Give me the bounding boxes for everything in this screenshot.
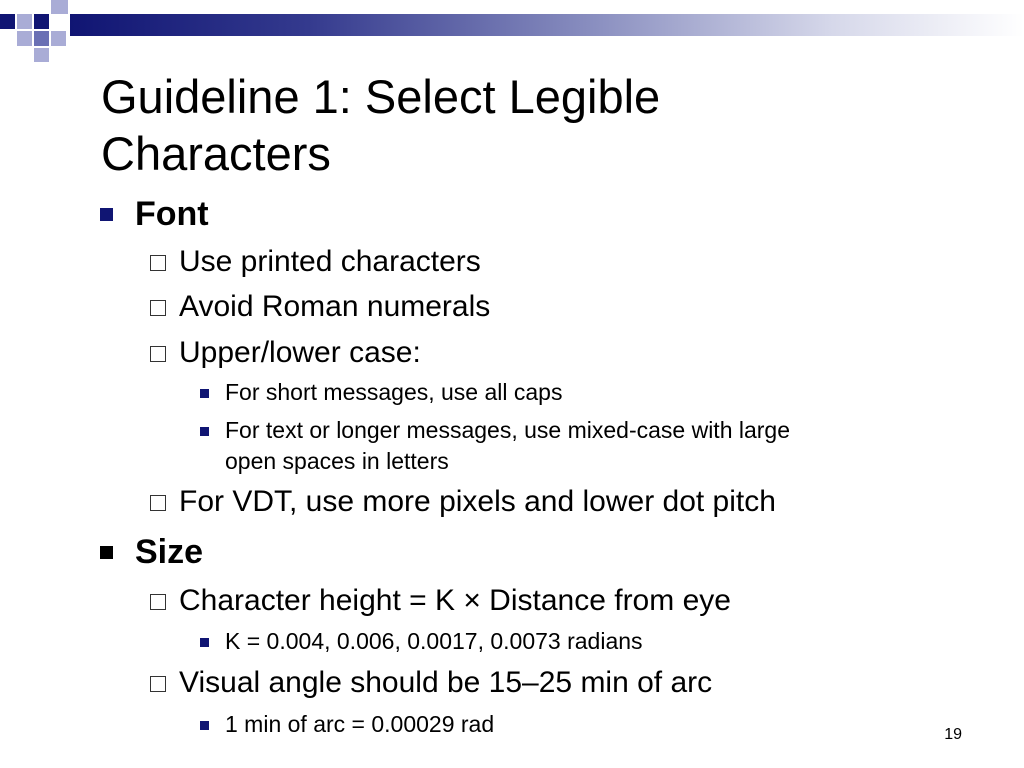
square-bullet-icon [200,638,209,647]
bullet-size [100,532,203,572]
hollow-square-bullet-icon [150,300,166,316]
hollow-square-bullet-icon [150,495,166,511]
square-bullet-icon [200,389,209,398]
bullet-font [100,194,209,234]
sub-bullet-text: K = 0.004, 0.006, 0.0017, 0.0073 radians [225,628,643,654]
slide-title-line-2: Characters [101,127,331,180]
sub-bullet-k-values [200,626,643,657]
square-bullet-icon [200,721,209,730]
slide-title-line-1: Guideline 1: Select Legible [101,70,661,123]
bullet-avoid-roman [150,289,490,325]
bullet-text: Use printed characters [179,245,481,278]
square-bullet-icon [100,546,113,559]
hollow-square-bullet-icon [150,676,166,692]
section-heading-font: Font [135,195,209,233]
bullet-text: For VDT, use more pixels and lower dot pitch [179,485,776,518]
bullet-vdt [150,484,776,520]
square-bullet-icon [200,427,209,436]
sub-bullet-text: For short messages, use all caps [225,379,563,405]
section-heading-size: Size [135,533,204,571]
square-bullet-icon [100,208,113,221]
bullet-text: Upper/lower case: [179,336,421,369]
sub-bullet-min-of-arc [200,709,494,740]
sub-bullet-short-messages [200,377,562,408]
hollow-square-bullet-icon [150,594,166,610]
sub-bullet-text [225,415,790,477]
page-number: 19 [944,726,962,743]
bullet-visual-angle [150,665,712,701]
bullet-use-printed [150,244,481,280]
bullet-text: Visual angle should be 15–25 min of arc [179,666,713,699]
bullet-upper-lower [150,335,421,371]
sub-bullet-text: 1 min of arc = 0.00029 rad [225,711,495,737]
sub-bullet-line-1: For text or longer messages, use mixed-case with large [225,417,791,443]
sub-bullet-line-2: open spaces in letters [225,448,449,474]
sub-bullet-longer-messages [200,415,790,477]
bullet-text: Character height = K × Distance from eye [179,584,731,617]
bullet-text: Avoid Roman numerals [179,290,491,323]
bullet-character-height [150,583,731,619]
hollow-square-bullet-icon [150,346,166,362]
hollow-square-bullet-icon [150,255,166,271]
